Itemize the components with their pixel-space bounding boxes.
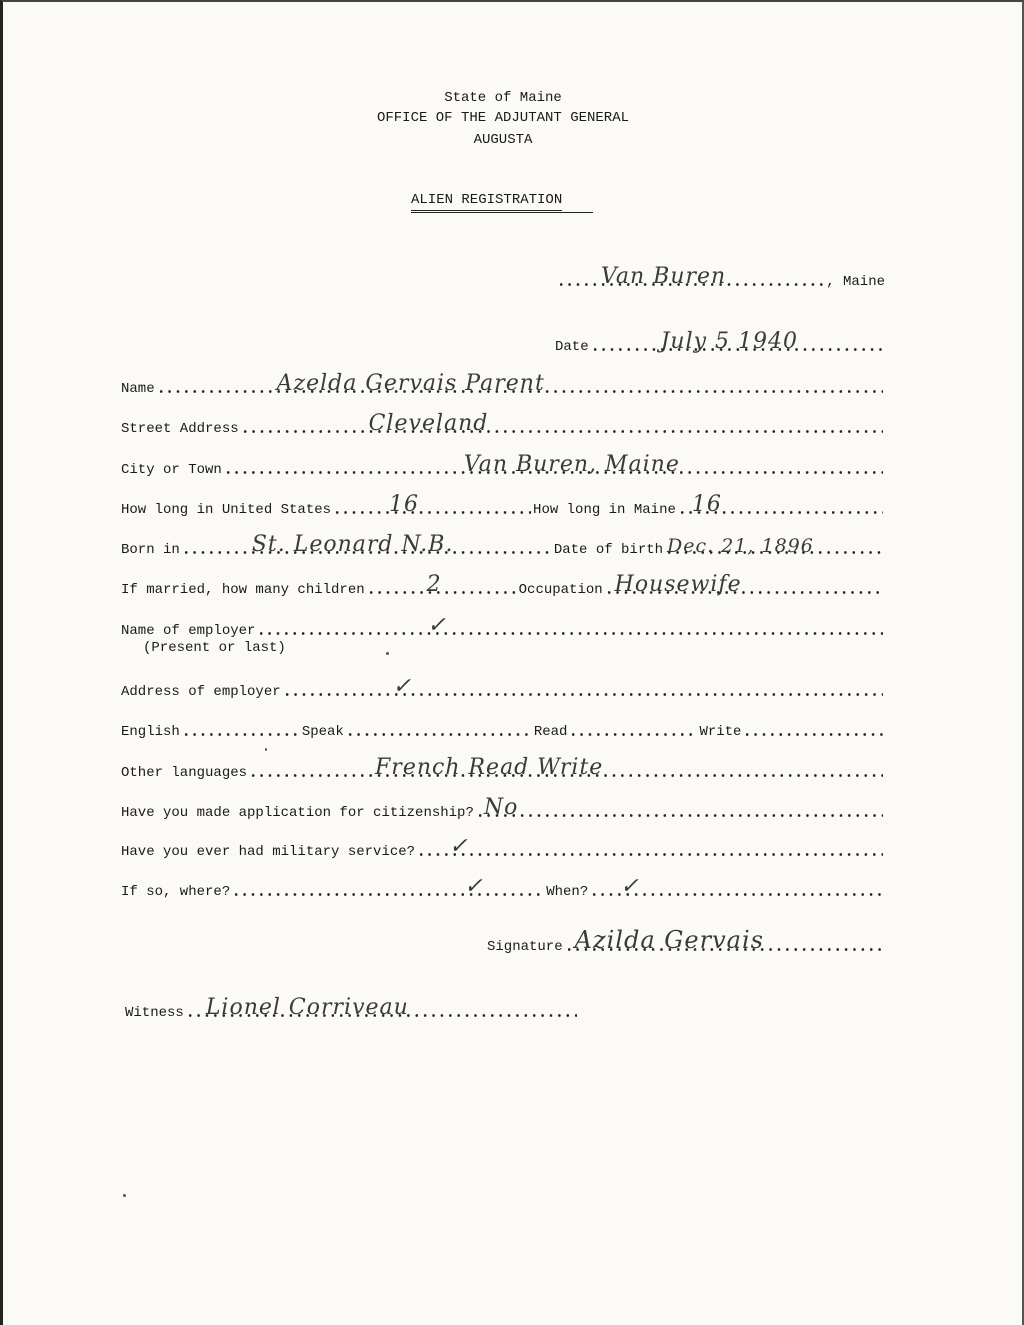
witness-line <box>125 995 579 1021</box>
military-label: Have you ever had military service? <box>121 844 416 860</box>
witness-value: Lionel Corriveau <box>205 995 409 1020</box>
us-years-dots <box>333 492 531 517</box>
street-dots <box>241 411 883 436</box>
us-years-value: 16 <box>389 492 420 517</box>
speak-label: Speak <box>301 724 344 740</box>
when-dots <box>590 874 883 899</box>
employer-label: Name of employer <box>121 623 256 639</box>
where-label: If so, where? <box>121 884 231 900</box>
date-value: July 5 1940 <box>660 329 799 354</box>
children-dots <box>367 572 517 597</box>
other-languages-dots <box>249 755 883 780</box>
date-dots <box>591 329 883 354</box>
service-location-line <box>121 874 885 900</box>
citizenship-label: Have you made application for citizenship? <box>121 805 474 821</box>
occupation-label: Occupation <box>518 582 603 598</box>
scan-speck <box>123 1194 126 1197</box>
children-value: 2 <box>426 572 442 597</box>
street-line <box>121 411 885 437</box>
when-value: ✓ <box>620 874 640 899</box>
children-line <box>121 572 885 598</box>
maine-years-label: How long in Maine <box>533 502 676 518</box>
signature-value: Azilda Gervais <box>574 926 764 954</box>
employer-address-value: ✓ <box>392 674 413 699</box>
date-line <box>555 329 885 355</box>
read-label: Read <box>533 724 568 740</box>
where-value: ✓ <box>464 874 484 899</box>
scan-speck <box>386 652 389 655</box>
town-suffix: , Maine <box>826 274 885 290</box>
born-value: St. Leonard N.B. <box>251 532 454 557</box>
city-line <box>121 452 885 478</box>
date-label: Date <box>555 339 589 355</box>
scan-speck <box>265 748 267 751</box>
occupation-value: Housewife <box>614 572 742 597</box>
dob-value: Dec. 21, 1896 <box>667 535 814 557</box>
name-label: Name <box>121 381 155 397</box>
signature-dots <box>565 926 883 954</box>
read-dots <box>569 732 697 737</box>
employer-address-dots <box>283 674 883 699</box>
employer-value: ✓ <box>427 613 447 638</box>
witness-dots <box>186 995 577 1020</box>
street-value: Cleveland <box>368 411 489 436</box>
citizenship-dots <box>476 795 883 820</box>
header-state: State of Maine <box>444 90 562 106</box>
other-languages-line <box>121 755 885 781</box>
military-line <box>121 834 885 860</box>
english-label: English <box>121 724 180 740</box>
name-dots <box>157 371 883 396</box>
other-languages-value: French Read Write <box>375 755 604 780</box>
signature-line <box>487 926 885 955</box>
header-office: OFFICE OF THE ADJUTANT GENERAL <box>376 110 630 126</box>
maine-years-dots <box>678 492 883 517</box>
signature-label: Signature <box>487 939 563 955</box>
english-dots <box>182 732 300 737</box>
name-value: Azelda Gervais Parent <box>276 371 545 396</box>
name-line <box>121 371 885 397</box>
born-dots <box>182 532 552 557</box>
town-line <box>555 264 885 290</box>
english-line <box>121 720 885 740</box>
form-title: ALIEN REGISTRATION <box>411 192 562 211</box>
maine-years-value: 16 <box>691 492 722 517</box>
military-dots <box>417 834 883 859</box>
city-value: Van Buren, Maine <box>463 452 680 477</box>
occupation-dots <box>605 572 883 597</box>
born-label: Born in <box>121 542 180 558</box>
employer-dots <box>257 613 883 638</box>
title-underline <box>411 212 593 213</box>
speak-dots <box>346 732 532 737</box>
city-label: City or Town <box>121 462 222 478</box>
citizenship-value: No <box>483 795 519 820</box>
employer-line <box>121 613 885 639</box>
write-label: Write <box>699 724 742 740</box>
employer-address-line <box>121 674 885 700</box>
dob-dots <box>665 535 883 557</box>
witness-label: Witness <box>125 1005 184 1021</box>
when-label: When? <box>546 884 589 900</box>
header-city: AUGUSTA <box>473 132 533 148</box>
write-dots <box>743 732 883 737</box>
town-dots <box>557 264 824 289</box>
citizenship-line <box>121 795 885 821</box>
us-years-label: How long in United States <box>121 502 332 518</box>
where-dots <box>232 874 544 899</box>
town-value: Van Buren <box>601 264 727 289</box>
city-dots <box>224 452 883 477</box>
children-label: If married, how many children <box>121 582 365 598</box>
employer-sublabel: (Present or last) <box>143 640 286 656</box>
street-label: Street Address <box>121 421 239 437</box>
military-value: ✓ <box>449 834 469 859</box>
employer-address-label: Address of employer <box>121 684 281 700</box>
other-languages-label: Other languages <box>121 765 248 781</box>
birth-line <box>121 532 885 558</box>
dob-label: Date of birth <box>553 542 664 558</box>
residency-line <box>121 492 885 518</box>
